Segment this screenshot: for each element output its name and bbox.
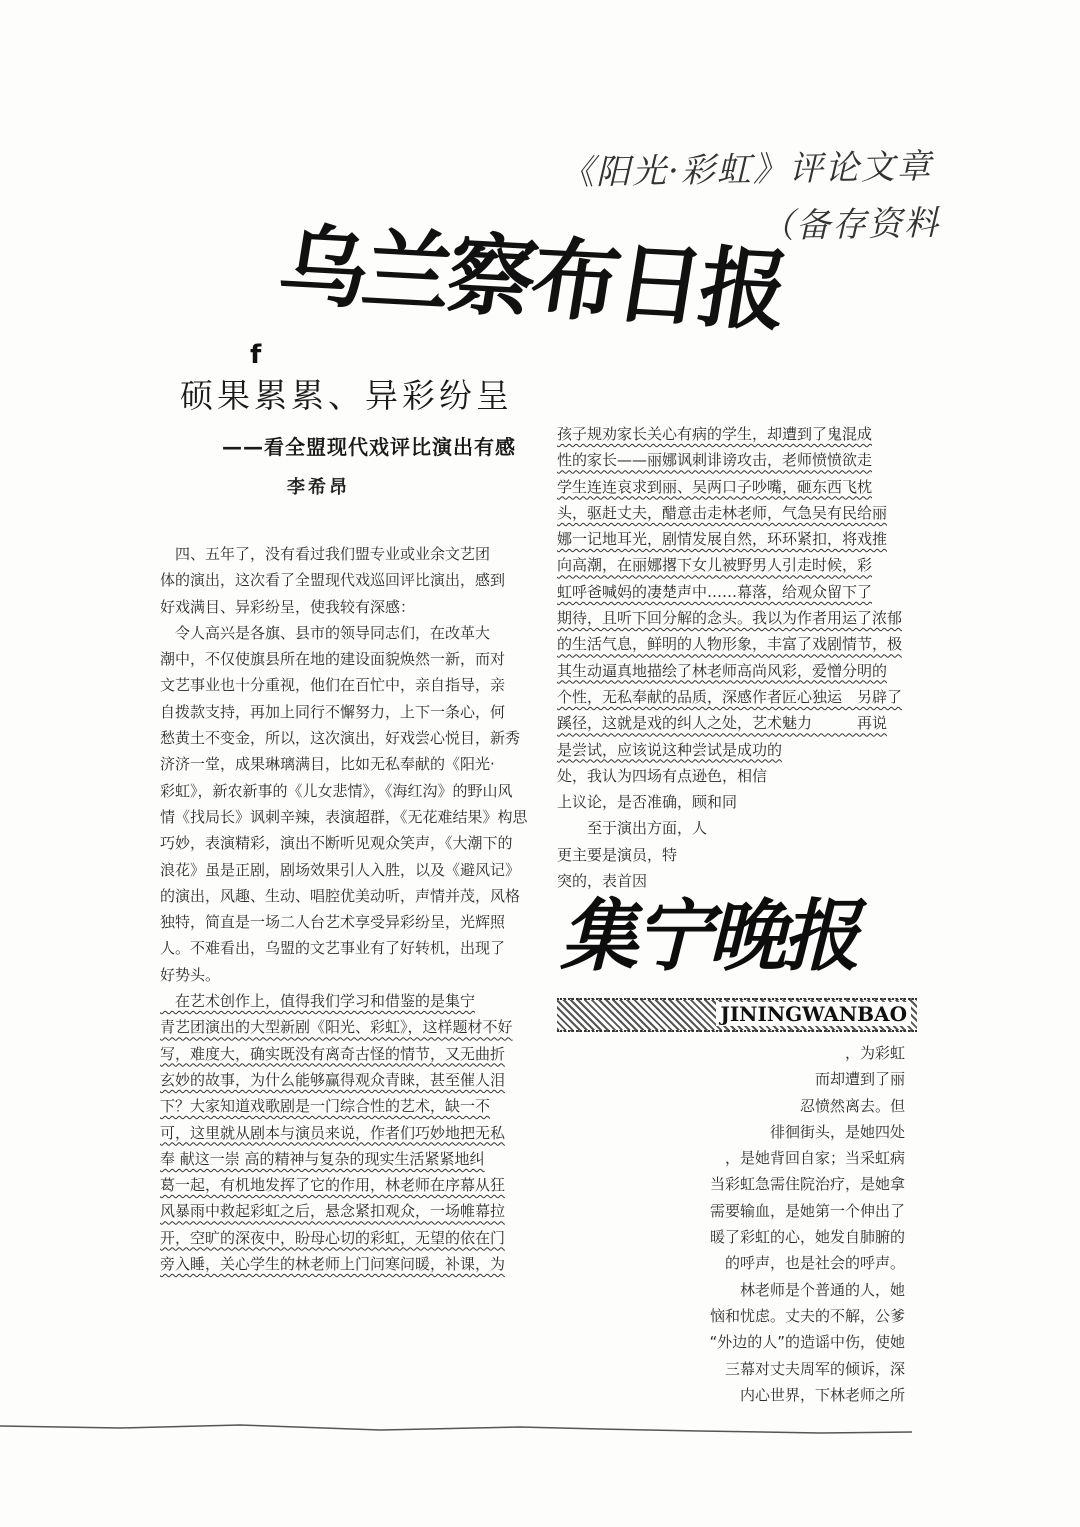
text-line [600, 1040, 905, 1066]
text-line [600, 1171, 905, 1197]
text-line-content: 徘徊街头，是她四处 [769, 1122, 905, 1141]
text-line-content: 潮中，不仅使旗县所在地的建设面貌焕然一新，而对 [160, 650, 506, 669]
text-line-content: 可，这里就从剧本与演员来说，作者们巧妙地把无私 [160, 1123, 506, 1142]
text-line [160, 1041, 545, 1067]
text-line-content: 青艺团演出的大型新剧《阳光、彩虹》，这样题材不好 [160, 1018, 513, 1037]
text-line [557, 763, 927, 789]
text-line-content: 自拨款支持，再加上同行不懈努力，上下一条心，何 [160, 702, 506, 721]
text-line-content: 文艺事业也十分重视，他们在百忙中，亲自指导，亲 [160, 676, 506, 695]
text-line [557, 605, 927, 631]
handwritten-note-line1: 《阳光·彩虹》评论文章 [559, 146, 934, 194]
text-line-content: 令人高兴是各旗、县市的领导同志们，在改革大 [160, 623, 491, 642]
text-line-content: 奉 献这一崇 高的精神与复杂的现实生活紧紧地纠 [160, 1149, 485, 1168]
article-bottom-column [600, 1040, 905, 1408]
text-line-content: 葛一起，有机地发挥了它的作用，林老师在序幕从狂 [160, 1176, 506, 1195]
text-line-content: 情《找局长》讽刺辛辣，表演超群，《无花难结果》构思 [160, 807, 528, 826]
text-line [160, 830, 545, 856]
text-line [557, 579, 927, 605]
text-line [557, 658, 927, 684]
text-line [557, 710, 927, 736]
text-line [160, 909, 545, 935]
text-line [160, 1198, 545, 1224]
text-line-content: 开，空旷的深夜中，盼母心切的彩虹，无望的依在门 [160, 1228, 506, 1247]
text-line-content: 娜一记地耳光，剧情发展自然，环环紧扣，将戏推 [557, 530, 888, 549]
text-line [557, 421, 927, 447]
evening-paper-calligraphy-title: 集宁晚报 [560, 891, 857, 982]
text-line [160, 620, 545, 646]
text-line [557, 737, 927, 763]
text-line [600, 1382, 905, 1408]
text-line [160, 646, 545, 672]
text-line-content: 当彩虹急需住院治疗，是她拿 [709, 1175, 905, 1194]
text-line-content: 孩子规劝家长关心有病的学生，却遭到了鬼混成 [557, 425, 873, 443]
torn-paper-edge [0, 1420, 1080, 1440]
text-line [160, 1146, 545, 1172]
article-subtitle: ——看全盟现代戏评比演出有感 [222, 435, 516, 459]
text-line-content: 的生活气息，鲜明的人物形象，丰富了戏剧情节，极 [557, 635, 903, 654]
text-line [160, 1251, 545, 1277]
text-line-content: 好戏满目、异彩纷呈，使我较有深感： [160, 597, 416, 616]
text-line [557, 631, 927, 657]
text-line-content: 至于演出方面，人 [557, 819, 708, 838]
text-line-content: 林老师是个普通的人，她 [739, 1280, 905, 1299]
text-line-content: 性的家长——丽娜讽刺诽谤攻击，老师愤愤欲走 [557, 451, 873, 470]
text-line [160, 541, 545, 567]
text-line [160, 804, 545, 830]
text-line-content: 写，难度大，确实既没有离奇古怪的情节，又无曲折 [160, 1044, 506, 1063]
text-line [600, 1277, 905, 1303]
text-line [600, 1066, 905, 1092]
text-line-content: 好势头。 [160, 965, 221, 984]
text-line-content: ，是她背回自家；当采虹病 [724, 1149, 905, 1168]
article-author: 李希昂 [287, 477, 350, 498]
text-line-content: 独特，简直是一场二人台艺术享受异彩纷呈，光辉照 [160, 913, 506, 932]
text-line [557, 789, 927, 815]
text-line-content: 蹊径，这就是戏的纠人之处，艺术魅力 再说 [557, 714, 888, 733]
text-line-content: 风暴雨中救起彩虹之后，悬念紧扣观众，一场帷幕拉 [160, 1202, 506, 1221]
text-line [600, 1303, 905, 1329]
article-left-column [160, 541, 545, 1277]
text-line [160, 672, 545, 698]
text-line [557, 474, 927, 500]
text-line-content: 旁入睡，关心学生的林老师上门问寒问暖，补课，为 [160, 1255, 506, 1274]
text-line-content: 恼和忧虑。丈夫的不解，公爹 [709, 1306, 905, 1325]
text-line [557, 526, 927, 552]
text-line [160, 594, 545, 620]
text-line [160, 1225, 545, 1251]
text-line [160, 725, 545, 751]
handwritten-note-line2: （备存资料 [759, 203, 941, 247]
text-line-content: 需要输血，是她第一个伸出了 [709, 1201, 905, 1220]
text-line-content: 暖了彩虹的心，她发自肺腑的 [709, 1228, 905, 1247]
text-line [557, 684, 927, 710]
text-line [600, 1356, 905, 1382]
text-line-content: 而却遭到了丽 [814, 1070, 905, 1089]
newspaper-masthead: 乌兰察布日报 [272, 213, 792, 343]
text-line-content: 学生连连哀求到丽、吴两口子吵嘴，砸东西飞枕 [557, 477, 873, 496]
text-line [160, 1067, 545, 1093]
text-line [160, 1014, 545, 1040]
text-line-content: 下？大家知道戏歌剧是一门综合性的艺术，缺一不 [160, 1097, 491, 1116]
text-line [600, 1198, 905, 1224]
text-line-content: 愁黄土不变金，所以，这次演出，好戏尝心悦目，新秀 [160, 729, 521, 748]
text-line [160, 1172, 545, 1198]
text-line-content: “外边的人”的造谣中伤，使她 [709, 1333, 905, 1352]
text-line-content: 虹呼爸喊妈的凄楚声中……幕落，给观众留下了 [557, 582, 873, 601]
text-line [160, 751, 545, 777]
text-line [160, 883, 545, 909]
text-line [600, 1093, 905, 1119]
text-line [600, 1145, 905, 1171]
text-line-content: 向高潮，在丽娜撂下女儿被野男人引走时候，彩 [557, 556, 873, 575]
text-line [160, 778, 545, 804]
text-line-content: 的呼声，也是社会的呼声。 [724, 1254, 905, 1273]
text-line [600, 1224, 905, 1250]
text-line-content: 浪花》虽是正剧，剧场效果引人入胜，以及《避风记》 [160, 860, 521, 879]
text-line-content: 更主要是演员，特 [557, 845, 678, 864]
text-line-content: 忍愤然离去。但 [799, 1096, 905, 1115]
text-line-content: 在艺术创作上，值得我们学习和借鉴的是集宁 [160, 992, 476, 1011]
text-line-content: 是尝试，应该说这种尝试是成功的 [557, 740, 783, 759]
text-line-content: 内心世界，下林老师之所 [739, 1385, 905, 1404]
evening-paper-banner-text: JININGWANBAO [716, 1002, 911, 1026]
text-line-content: 四、五年了，没有看过我们盟专业或业余文艺团 [160, 545, 491, 563]
text-line [160, 1093, 545, 1119]
text-line-content: 上议论，是否准确，顾和同 [557, 793, 738, 812]
text-line-content: 其生动逼真地描绘了林老师高尚风彩，爱憎分明的 [557, 661, 888, 680]
text-line-content: 三幕对丈夫周军的倾诉，深 [724, 1359, 905, 1378]
text-line [160, 1120, 545, 1146]
text-line-content: 体的演出，这次看了全盟现代戏巡回评比演出，感到 [160, 571, 506, 590]
text-line [160, 935, 545, 961]
text-line [600, 1119, 905, 1145]
text-line-content: 个性，无私奉献的品质，深感作者匠心独运 另辟了 [557, 687, 903, 706]
text-line-content: 巧妙，表演精彩，演出不断听见观众笑声，《大潮下的 [160, 834, 513, 853]
text-line [160, 962, 545, 988]
text-line-content: 头，驱赶丈夫，醋意击走林老师，气急吴有民给丽 [557, 503, 888, 522]
text-line [160, 988, 545, 1014]
article-right-column [557, 421, 927, 894]
article-title: 硕果累累、异彩纷呈 [180, 376, 513, 415]
print-speck: f [250, 340, 262, 370]
text-line-content: 玄妙的故事，为什么能够赢得观众青睐，甚至催人泪 [160, 1070, 506, 1089]
text-line [160, 857, 545, 883]
text-line-content: 处，我认为四场有点逊色，相信 [557, 766, 768, 785]
text-line-content: 人。不难看出，乌盟的文艺事业有了好转机，出现了 [160, 939, 506, 958]
text-line-content: 的演出，风趣、生动、唱腔优美动听，声情并茂，风格 [160, 886, 521, 905]
evening-paper-banner [557, 998, 917, 1032]
text-line [160, 699, 545, 725]
text-line [557, 552, 927, 578]
text-line [160, 567, 545, 593]
text-line [557, 842, 927, 868]
text-line [557, 447, 927, 473]
text-line-content: ，为彩虹 [844, 1044, 905, 1062]
text-line [557, 500, 927, 526]
text-line-content: 彩虹》，新农新事的《儿女悲情》，《海红沟》的野山风 [160, 781, 513, 800]
text-line [600, 1250, 905, 1276]
text-line [557, 815, 927, 841]
text-line-content: 期待，且听下回分解的念头。我以为作者用运了浓郁 [557, 609, 903, 628]
text-line-content: 济济一堂，成果琳璃满目，比如无私奉献的《阳光· [160, 755, 495, 774]
text-line [600, 1329, 905, 1355]
text-line-content: 突的，表首因 [557, 872, 648, 891]
